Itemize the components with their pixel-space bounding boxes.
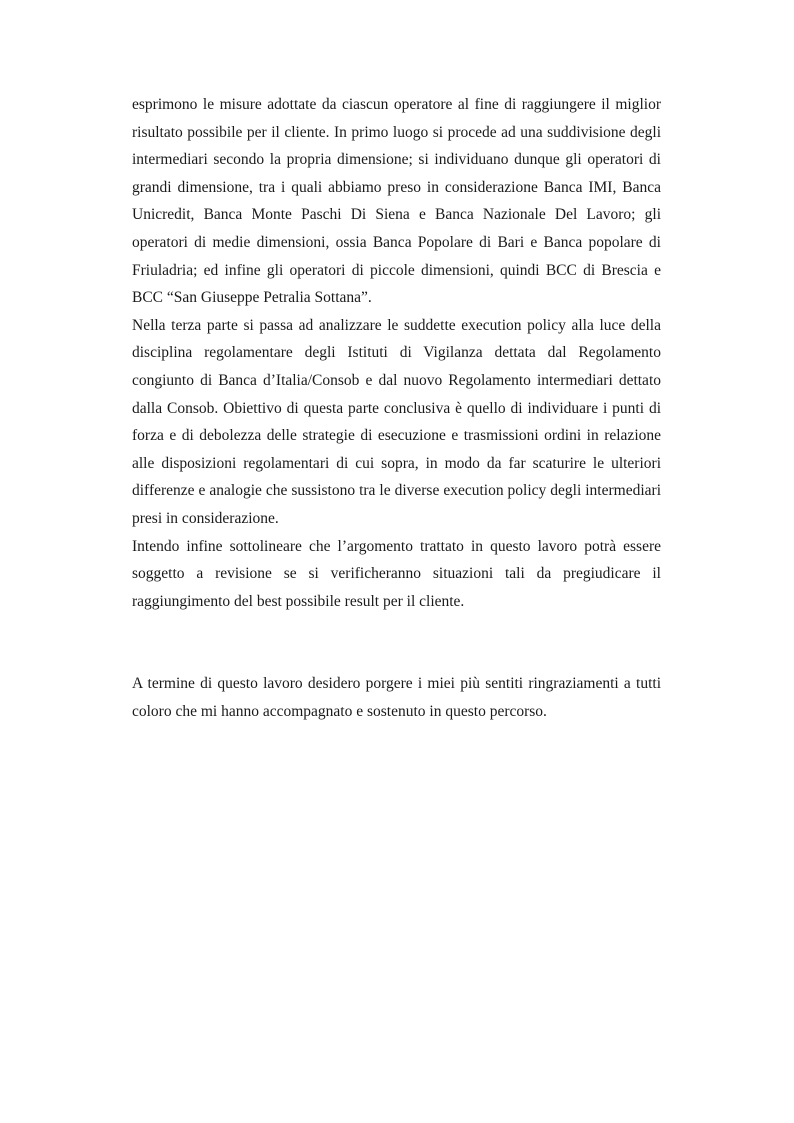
paragraph-intermediaries: esprimono le misure adottate da ciascun operatore al fine di raggiungere il miglior risultato possibile per il cliente. In primo luogo si procede ad una suddivisione degli intermediari secondo la propria dimensione; si individuano dunque gli operatori di grandi dimensione, tra i quali abbiamo preso in considerazione Banca IMI, Banca Unicredit, Banca Monte Paschi Di Siena e Banca Nazionale Del Lavoro; gli operatori di medie dimensioni, ossia Banca Popolare di Bari e Banca popolare di Friuladria; ed infine gli operatori di piccole dimensioni, quindi BCC di Brescia e BCC “San Giuseppe Petralia Sottana”. [132,96,661,307]
body-text [132,91,661,615]
paragraph-revision-note: Intendo infine sottolineare che l’argomento trattato in questo lavoro potrà essere soggetto a revisione se si verificheranno situazioni tali da pregiudicare il raggiungimento del best possibile result per il cliente. [132,537,661,610]
acknowledgement-section [132,670,661,725]
paragraph-acknowledgement: A termine di questo lavoro desidero porgere i miei più sentiti ringraziamenti a tutti coloro che mi hanno accompagnato e sostenuto in questo percorso. [132,675,661,720]
paragraph-third-part: Nella terza parte si passa ad analizzare le suddette execution policy alla luce della disciplina regolamentare degli Istituti di Vigilanza dettata dal Regolamento congiunto di Banca d’Italia/Consob e dal nuovo Regolamento intermediari dettato dalla Consob. Obiettivo di questa parte conclusiva è quello di individuare i punti di forza e di debolezza delle strategie di esecuzione e trasmissioni ordini in relazione alle disposizioni regolamentari di cui sopra, in modo da far scaturire le ulteriori differenze e analogie che sussistono tra le diverse execution policy degli intermediari presi in considerazione. [132,316,661,527]
